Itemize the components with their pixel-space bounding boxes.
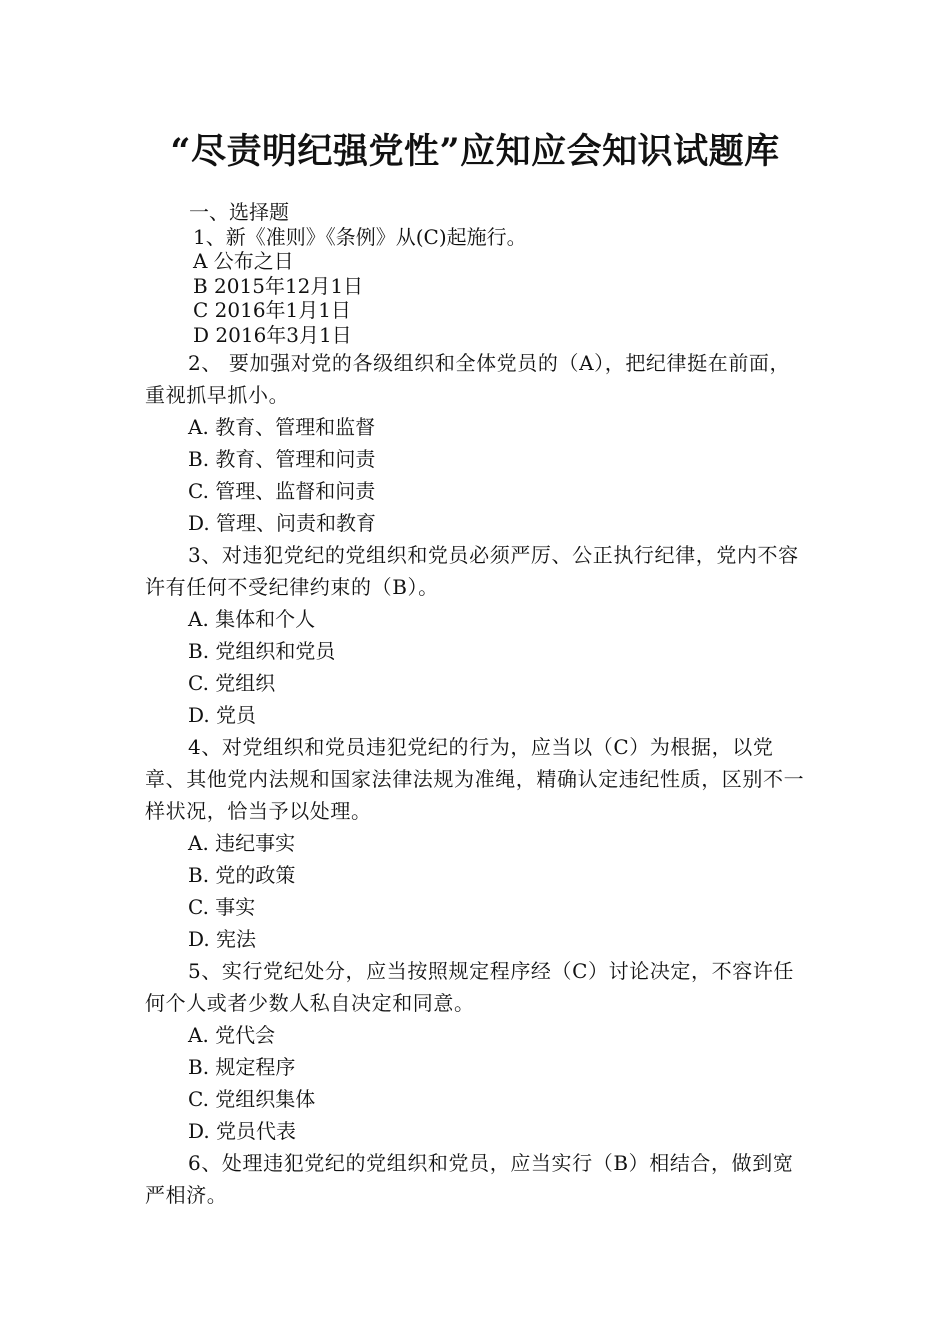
question-3-text: 3、对违犯党纪的党组织和党员必须严厉、公正执行纪律，党内不容许有任何不受纪律约束的（B）。 [145,543,799,599]
question-6-text: 6、处理违犯党纪的党组织和党员，应当实行（B）相结合，做到宽严相济。 [145,1151,794,1207]
question-5-option-c: C. 党组织集体 [188,1087,316,1111]
question-3-option-d: D. 党员 [188,703,257,727]
question-3-option-a: A. 集体和个人 [188,607,316,631]
question-1-option-b: B 2015年12月1日 [193,273,364,298]
question-1-text: 1、新《准则》《条例》从(C)起施行。 [193,224,527,249]
question-2-option-c: C. 管理、监督和问责 [188,479,376,503]
question-5-text: 5、实行党纪处分，应当按照规定程序经（C）讨论决定，不容许任何个人或者少数人私自决定和同意。 [145,959,795,1015]
question-2-option-a: A. 教育、管理和监督 [188,415,376,439]
question-5-option-b: B. 规定程序 [188,1055,296,1079]
question-4-option-b: B. 党的政策 [188,863,296,887]
document-body [145,200,810,1211]
question-2-option-d: D. 管理、问责和教育 [188,511,377,535]
question-4-option-d: D. 宪法 [188,927,257,951]
question-4-text: 4、对党组织和党员违犯党纪的行为，应当以（C）为根据，以党章、其他党内法规和国家法律法规为准绳，精确认定违纪性质，区别不一样状况，恰当予以处理。 [145,735,805,823]
question-2-option-b: B. 教育、管理和问责 [188,447,376,471]
question-1-option-c: C 2016年1月1日 [193,298,352,322]
document-title: “尽责明纪强党性”应知应会知识试题库 [170,131,780,172]
section-heading: 一、选择题 [189,200,289,224]
question-5-option-a: A. 党代会 [188,1023,276,1047]
question-3-option-c: C. 党组织 [188,671,276,695]
question-2-text: 2、 要加强对党的各级组织和全体党员的（A），把纪律挺在前面，重视抓早抓小。 [145,351,791,407]
question-4-option-c: C. 事实 [188,895,256,919]
question-5-option-d: D. 党员代表 [188,1119,297,1143]
question-3-option-b: B. 党组织和党员 [188,639,336,663]
question-1-option-d: D 2016年3月1日 [193,322,352,347]
question-1-option-a: A 公布之日 [193,249,294,273]
question-4-option-a: A. 违纪事实 [188,831,296,855]
